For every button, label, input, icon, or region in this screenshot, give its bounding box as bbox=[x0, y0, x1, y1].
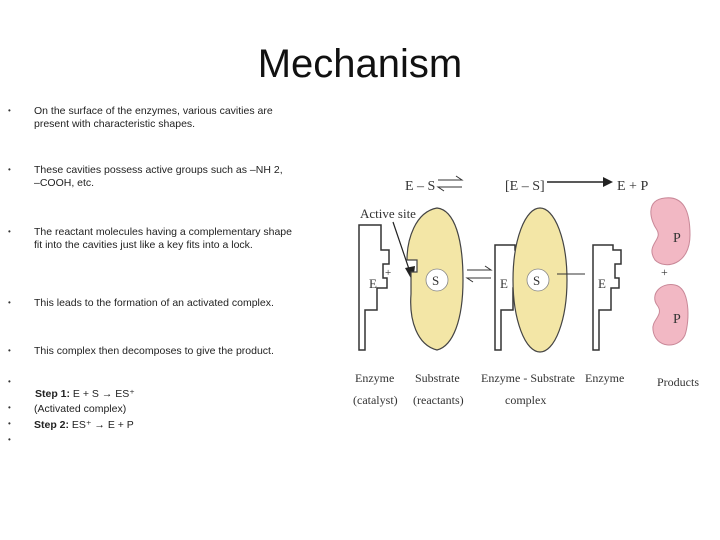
complex-s-label: S bbox=[533, 273, 541, 288]
step-2-equation: ES⁺ → E + P bbox=[69, 419, 134, 431]
complex-e-label: E bbox=[500, 276, 508, 291]
bullet-text-3 bbox=[34, 226, 334, 252]
bullet-text-5 bbox=[34, 345, 334, 358]
label-active-site: Active site bbox=[360, 206, 416, 221]
label-products: Products bbox=[657, 375, 699, 389]
bullet-3-line-2: fit into the cavities just like a key fits into a lock. bbox=[34, 239, 253, 251]
step-2-line bbox=[34, 419, 334, 432]
product-plus: + bbox=[661, 265, 668, 279]
bullet-2-line-1: These cavities possess active groups such as –NH 2, bbox=[34, 164, 283, 176]
step-1-line bbox=[35, 388, 335, 401]
bullet-4-line-1: This leads to the formation of an activated complex. bbox=[34, 297, 274, 309]
label-enzyme: Enzyme bbox=[355, 371, 395, 385]
step-1-note: (Activated complex) bbox=[34, 403, 127, 415]
enzyme-mechanism-diagram bbox=[345, 160, 715, 420]
bullet-marker: • bbox=[8, 106, 11, 115]
step-1-equation: E + S → ES⁺ bbox=[70, 388, 135, 400]
bullet-marker: • bbox=[8, 298, 11, 307]
free-enzyme-e: E bbox=[598, 276, 606, 291]
step-2-label: Step 2: bbox=[34, 419, 70, 431]
enzyme-1-e: E bbox=[369, 276, 377, 291]
bullet-marker: • bbox=[8, 419, 11, 428]
bullet-text-4 bbox=[34, 297, 334, 310]
label-es-complex-1: Enzyme - Substrate bbox=[481, 371, 575, 385]
enzyme-shape-3 bbox=[593, 245, 621, 350]
product-shape-1 bbox=[651, 198, 690, 265]
bullet-3-line-1: The reactant molecules having a complementary shape bbox=[34, 226, 292, 238]
bullet-2-line-2: –COOH, etc. bbox=[34, 177, 95, 189]
label-reactants: (reactants) bbox=[413, 393, 464, 407]
bullet-marker: • bbox=[8, 403, 11, 412]
bullet-5-line-1: This complex then decomposes to give the product. bbox=[34, 345, 274, 357]
label-e-s: E – S bbox=[405, 179, 436, 194]
bullet-text-2 bbox=[34, 164, 334, 190]
bullet-marker: • bbox=[8, 346, 11, 355]
bullet-text-1 bbox=[34, 105, 334, 131]
substrate-s-label: S bbox=[432, 273, 440, 288]
product-p1: P bbox=[673, 231, 681, 246]
product-shape-2 bbox=[653, 285, 688, 345]
label-es-complex: [E – S] bbox=[505, 179, 545, 194]
bullet-marker: • bbox=[8, 227, 11, 236]
bullet-list bbox=[0, 0, 340, 540]
label-catalyst: (catalyst) bbox=[353, 393, 398, 407]
bullet-marker: • bbox=[8, 435, 11, 444]
product-p2: P bbox=[673, 312, 681, 327]
label-enzyme-2: Enzyme bbox=[585, 371, 625, 385]
page-title: Mechanism bbox=[257, 42, 463, 86]
step-1-label: Step 1: bbox=[35, 388, 71, 400]
bullet-marker: • bbox=[8, 377, 11, 386]
bullet-marker: • bbox=[8, 165, 11, 174]
bullet-1-line-2: present with characteristic shapes. bbox=[34, 118, 196, 130]
equilibrium-arrow-middle-icon bbox=[467, 266, 491, 282]
equilibrium-arrow-top-icon bbox=[438, 176, 462, 191]
label-e-plus-p: E + P bbox=[617, 179, 649, 194]
forward-arrow-icon bbox=[547, 177, 613, 187]
active-site-plus: + bbox=[385, 267, 392, 279]
bullet-1-line-1: On the surface of the enzymes, various cavities are bbox=[34, 105, 273, 117]
label-es-complex-2: complex bbox=[505, 393, 547, 407]
label-substrate: Substrate bbox=[415, 371, 460, 385]
